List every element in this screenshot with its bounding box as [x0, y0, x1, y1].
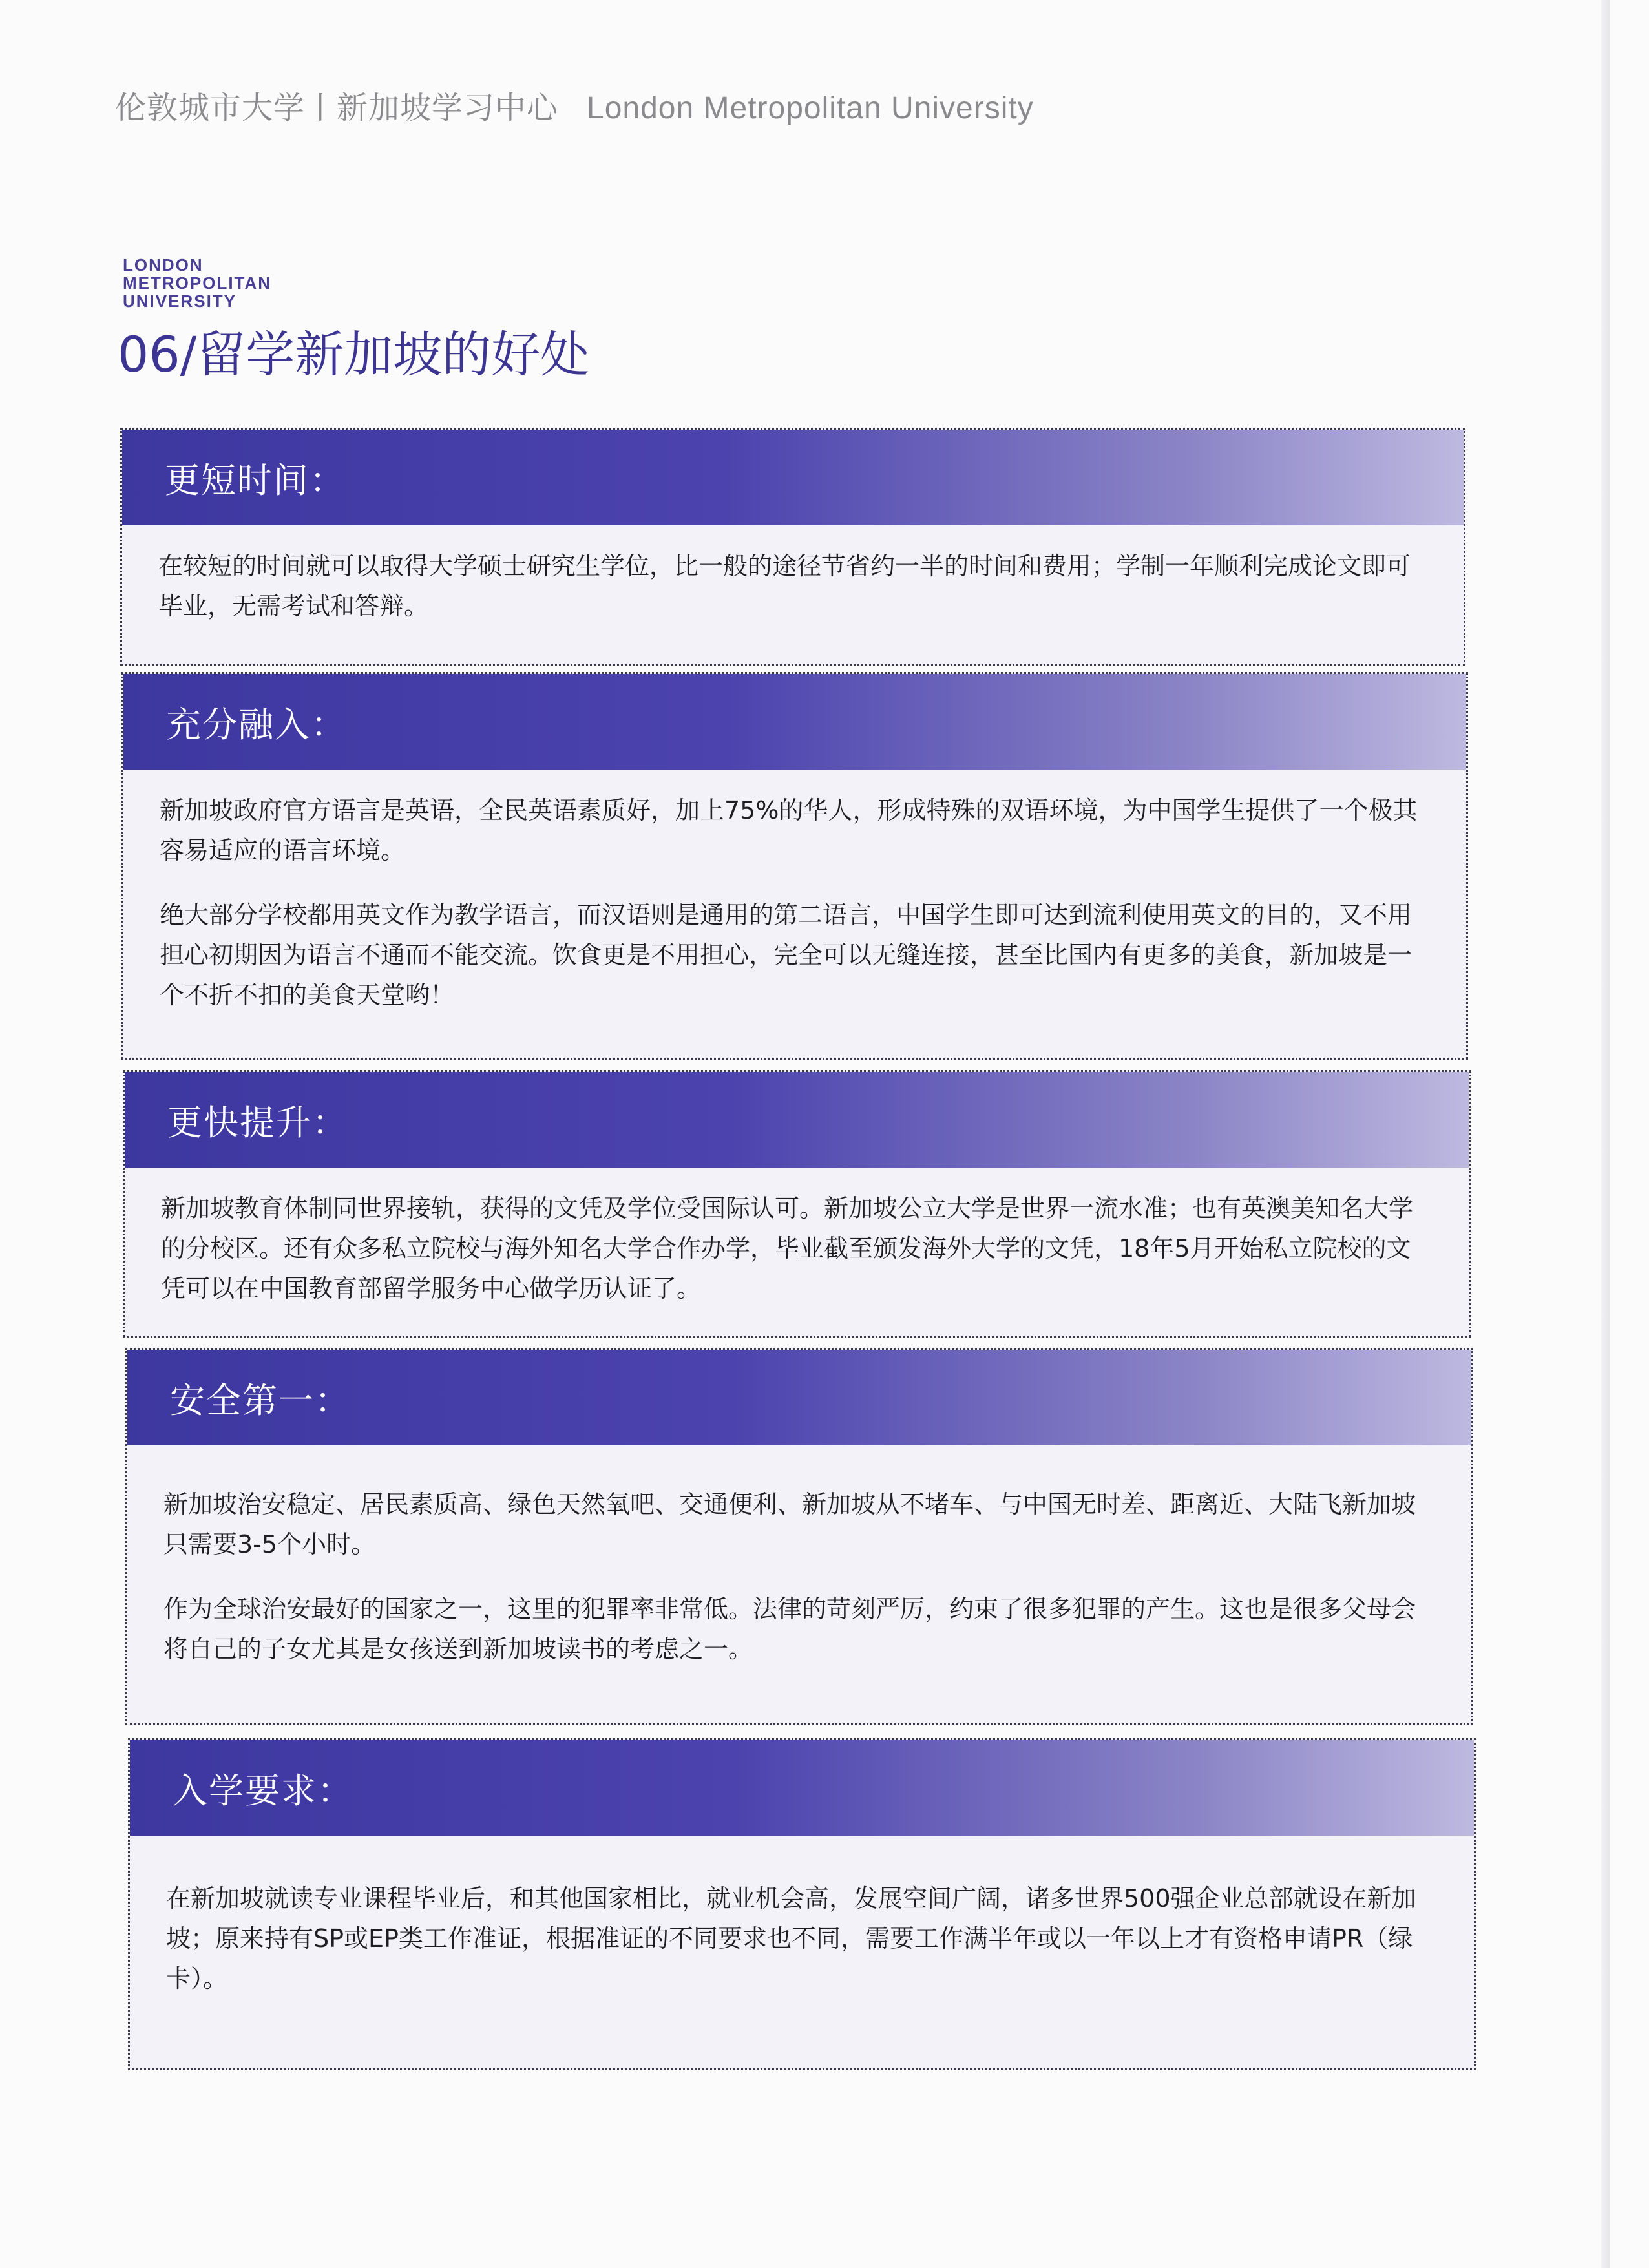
logo-line: METROPOLITAN	[123, 273, 272, 293]
page-edge	[1601, 0, 1610, 2268]
paragraph: 作为全球治安最好的国家之一，这里的犯罪率非常低。法律的苛刻严厉，约束了很多犯罪的产生。这也是很多父母会将自己的子女尤其是女孩送到新加坡读书的考虑之一。	[163, 1595, 1416, 1663]
section-body	[122, 525, 1464, 626]
section-title: 更短时间：	[165, 459, 346, 501]
paragraph: 在新加坡就读专业课程毕业后，和其他国家相比，就业机会高，发展空间广阔，诸多世界500强企业总部就设在新加坡；原来持有SP或EP类工作准证，根据准证的不同要求也不同，需要工作满半年或以一年以上才有资格申请PR（绿卡）。	[166, 1884, 1416, 1993]
section-body	[127, 1445, 1471, 1669]
page-title: 06/留学新加坡的好处	[118, 326, 590, 383]
section-admission-requirements	[128, 1738, 1476, 2070]
paragraph: 新加坡政府官方语言是英语，全民英语素质好，加上75%的华人，形成特殊的双语环境，为中国学生提供了一个极其容易适应的语言环境。	[160, 796, 1418, 865]
section-body	[130, 1836, 1474, 1999]
section-title: 充分融入：	[166, 704, 347, 745]
paragraph: 在较短的时间就可以取得大学硕士研究生学位，比一般的途径节省约一半的时间和费用；学制一年顺利完成论文即可毕业，无需考试和答辩。	[158, 552, 1411, 620]
section-full-integration	[121, 672, 1468, 1060]
section-header	[123, 674, 1466, 770]
logo-line: LONDON	[123, 255, 204, 275]
section-title: 安全第一：	[170, 1380, 351, 1421]
section-header	[122, 430, 1464, 525]
running-header-en: London Metropolitan University	[587, 91, 1034, 125]
logo-line: UNIVERSITY	[123, 291, 237, 311]
university-logo	[123, 256, 271, 310]
section-title: 入学要求：	[173, 1770, 353, 1811]
section-header	[130, 1740, 1474, 1836]
section-faster-advancement	[123, 1070, 1471, 1338]
section-header	[127, 1350, 1471, 1445]
paragraph: 新加坡教育体制同世界接轨，获得的文凭及学位受国际认可。新加坡公立大学是世界一流水准；也有英澳美知名大学的分校区。还有众多私立院校与海外知名大学合作办学，毕业截至颁发海外大学的文凭，18年5月开始私立院校的文凭可以在中国教育部留学服务中心做学历认证了。	[161, 1194, 1414, 1303]
section-body	[123, 770, 1466, 1015]
running-header-zh: 伦敦城市大学丨新加坡学习中心	[115, 90, 559, 126]
paragraph: 新加坡治安稳定、居民素质高、绿色天然氧吧、交通便利、新加坡从不堵车、与中国无时差、距离近、大陆飞新加坡只需要3-5个小时。	[163, 1490, 1416, 1559]
section-safety-first	[125, 1348, 1473, 1725]
section-header	[125, 1072, 1469, 1168]
section-title: 更快提升：	[167, 1102, 348, 1143]
section-shorter-time	[120, 428, 1465, 666]
running-header	[115, 83, 1034, 127]
section-body	[125, 1168, 1469, 1308]
paragraph: 绝大部分学校都用英文作为教学语言，而汉语则是通用的第二语言，中国学生即可达到流利使用英文的目的，又不用担心初期因为语言不通而不能交流。饮食更是不用担心，完全可以无缝连接，甚至比国内有更多的美食，新加坡是一个不折不扣的美食天堂哟！	[160, 901, 1413, 1009]
